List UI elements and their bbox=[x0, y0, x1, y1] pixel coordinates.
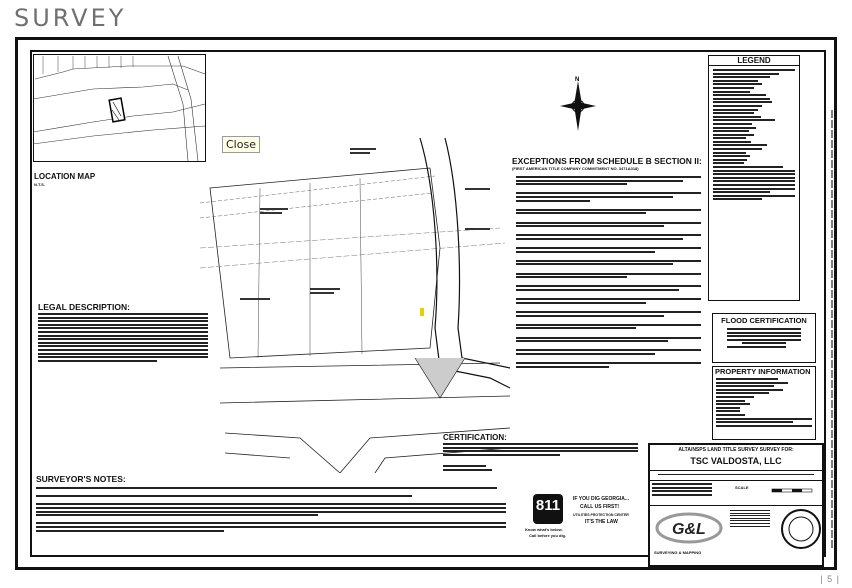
page-title: SURVEY bbox=[14, 4, 127, 32]
call-811-block bbox=[525, 494, 640, 549]
title-block bbox=[648, 443, 824, 567]
dig-line-2: CALL US FIRST! bbox=[580, 504, 620, 510]
flood-certification-box bbox=[712, 313, 816, 363]
legend-title: LEGEND bbox=[709, 56, 799, 66]
legend-box bbox=[708, 55, 800, 301]
surveyors-notes-title: SURVEYOR'S NOTES: bbox=[36, 474, 126, 484]
exceptions-subtitle: (FIRST AMERICAN TITLE COMPANY COMMITMENT NO. 3471A318) bbox=[512, 166, 639, 171]
exceptions-title: EXCEPTIONS FROM SCHEDULE B SECTION II: bbox=[512, 156, 702, 166]
dig-line-4: IT'S THE LAW bbox=[585, 519, 618, 525]
location-map-scale: N.T.S. bbox=[34, 182, 45, 187]
location-map bbox=[33, 54, 206, 162]
811-logo: 811 bbox=[533, 494, 563, 524]
company-logo bbox=[654, 510, 724, 550]
certification-text bbox=[443, 443, 638, 472]
seal-icon bbox=[780, 508, 822, 550]
know-whats-below: Know what's below. bbox=[525, 527, 563, 532]
close-button[interactable]: Close bbox=[222, 136, 260, 153]
property-information-title: PROPERTY INFORMATION bbox=[715, 367, 811, 376]
property-information-box bbox=[712, 366, 816, 440]
survey-drawing bbox=[200, 128, 515, 473]
company-name: SURVEYING & MAPPING bbox=[654, 550, 702, 555]
scale-label: SCALE bbox=[735, 485, 749, 490]
legal-description-title: LEGAL DESCRIPTION: bbox=[38, 302, 130, 312]
sheet-margin-note bbox=[830, 110, 834, 550]
certification-title: CERTIFICATION: bbox=[443, 433, 507, 442]
flood-certification-title: FLOOD CERTIFICATION bbox=[721, 316, 807, 325]
north-label: N bbox=[575, 77, 580, 83]
scale-bar-icon bbox=[770, 485, 815, 497]
north-arrow-icon bbox=[558, 75, 598, 137]
location-map-title: LOCATION MAP bbox=[34, 172, 96, 181]
exceptions-list bbox=[516, 176, 701, 369]
call-before-dig: Call before you dig. bbox=[529, 533, 567, 538]
dig-line-1: IF YOU DIG GEORGIA... bbox=[573, 496, 630, 502]
legal-description-text bbox=[38, 313, 208, 363]
survey-for-label: ALTA/NSPS LAND TITLE SURVEY SURVEY FOR: bbox=[678, 447, 794, 453]
surveyors-notes-text bbox=[36, 487, 506, 533]
page-number: | 5 | bbox=[820, 574, 840, 584]
svg-text:G&L: G&L bbox=[672, 521, 706, 538]
client-name: TSC VALDOSTA, LLC bbox=[690, 456, 782, 466]
dig-line-3: UTILITIES PROTECTION CENTER bbox=[573, 513, 629, 517]
